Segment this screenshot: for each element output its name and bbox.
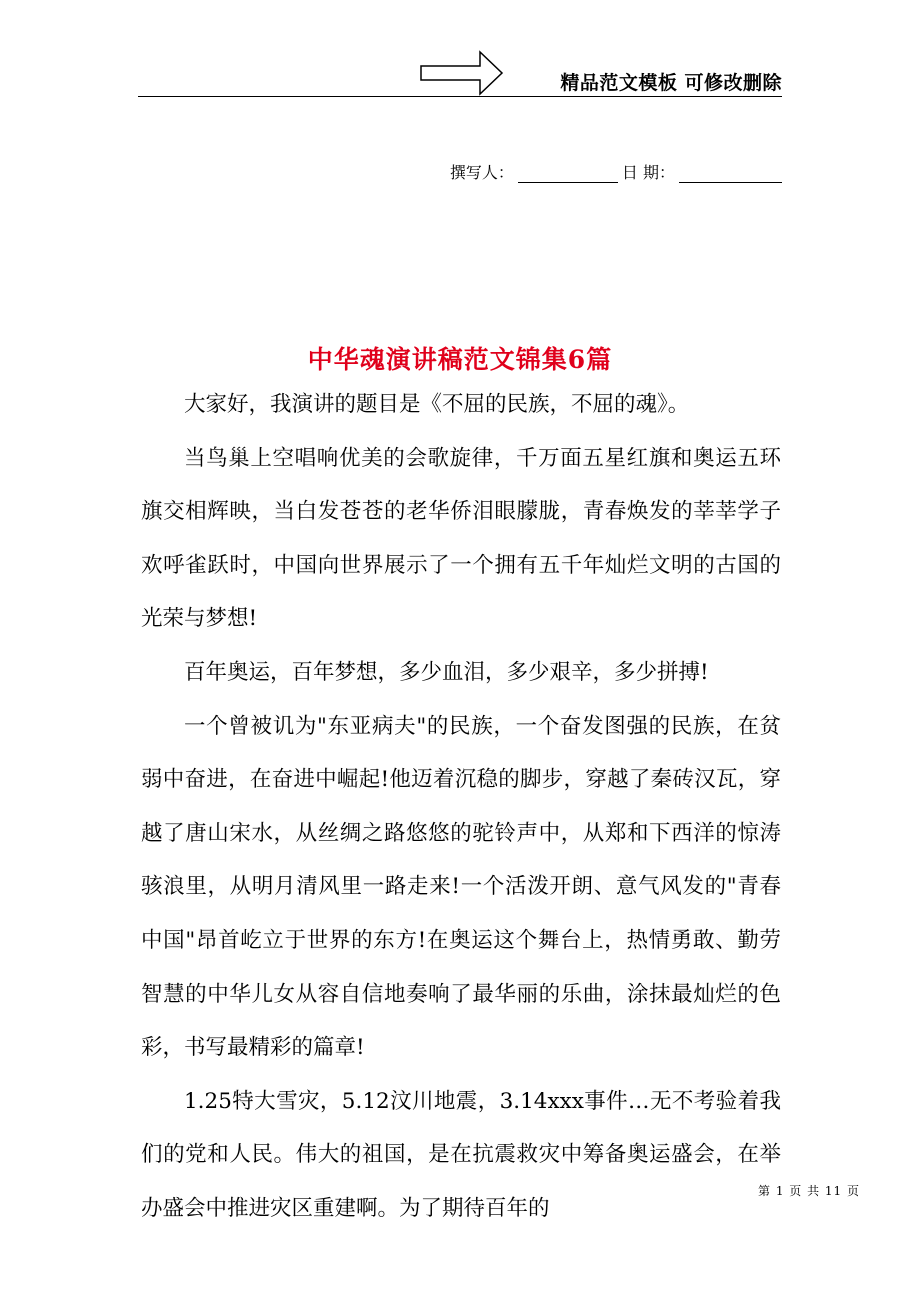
paragraph: 百年奥运，百年梦想，多少血泪，多少艰辛，多少拼搏! — [184, 659, 709, 685]
author-date-line — [450, 160, 782, 183]
page-number: 第 1 页 共 11 页 — [758, 1184, 860, 1198]
paragraph: 当鸟巢上空唱响优美的会歌旋律，千万面五星红旗和奥运五环旗交相辉映，当白发苍苍的老华侨泪眼朦胧，青春焕发的莘莘学子欢呼雀跃时，中国向世界展示了一个拥有五千年灿烂文明的古国的光荣与梦想! — [141, 445, 781, 632]
date-label: 日 期： — [621, 163, 675, 182]
author-label: 撰写人： — [449, 163, 514, 182]
author-blank — [518, 164, 618, 183]
document-body — [141, 378, 781, 1236]
right-arrow-icon — [420, 50, 504, 96]
paragraph: 一个曾被讥为"东亚病夫"的民族，一个奋发图强的民族，在贫弱中奋进，在奋进中崛起!他迈着沉稳的脚步，穿越了秦砖汉瓦，穿越了唐山宋水，从丝绸之路悠悠的驼铃声中，从郑和下西洋的惊涛骇浪里，从明月清风里一路走来!一个活泼开朗、意气风发的"青春中国"昂首屹立于世界的东方!在奥运这个舞台上，热情勇敢、勤劳智慧的中华儿女从容自信地奏响了最华丽的乐曲，涂抹最灿烂的色彩，书写最精彩的篇章! — [141, 713, 781, 1061]
date-blank — [679, 164, 782, 183]
page-header — [138, 50, 782, 97]
paragraph: 1.25特大雪灾，5.12汶川地震，3.14xxx事件…无不考验着我们的党和人民。伟大的祖国，是在抗震救灾中筹备奥运盛会，在举办盛会中推进灾区重建啊。为了期待百年的 — [141, 1088, 781, 1221]
header-label: 精品范文模板 可修改删除 — [560, 72, 782, 94]
paragraph: 大家好，我演讲的题目是《不屈的民族，不屈的魂》。 — [184, 392, 690, 417]
document-title: 中华魂演讲稿范文锦集6篇 — [307, 345, 613, 374]
